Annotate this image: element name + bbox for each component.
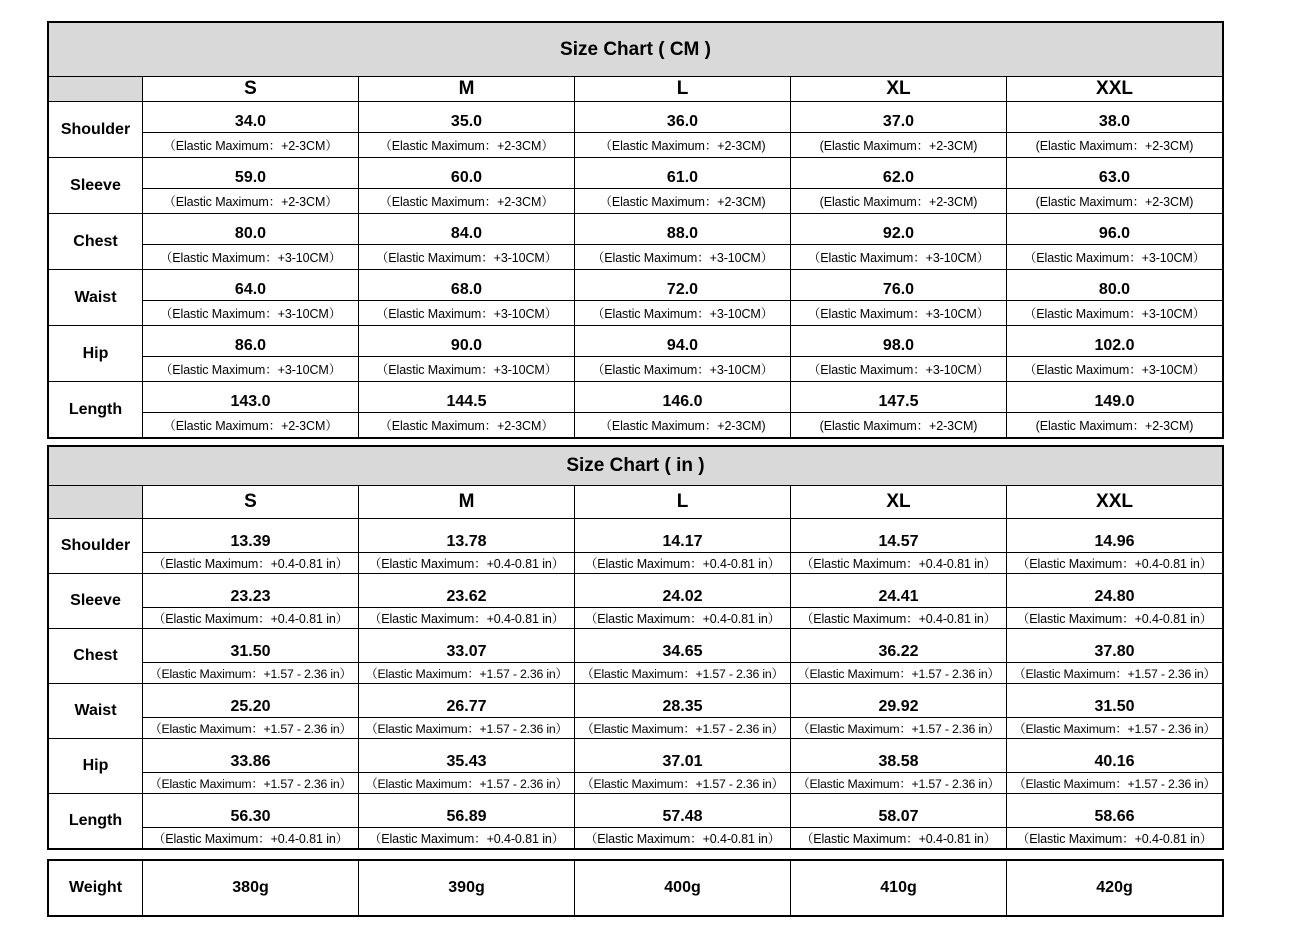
elastic-note: （Elastic Maximum：+0.4-0.81 in） <box>575 553 791 574</box>
measurement-value: 58.07 <box>791 794 1007 828</box>
measurement-value-row <box>49 739 1223 773</box>
elastic-note: （Elastic Maximum：+3-10CM） <box>143 301 359 326</box>
measurement-value-row <box>49 158 1223 189</box>
elastic-note: （Elastic Maximum：+0.4-0.81 in） <box>143 828 359 849</box>
elastic-note: （Elastic Maximum：+0.4-0.81 in） <box>1007 553 1223 574</box>
elastic-note: （Elastic Maximum：+3-10CM） <box>359 245 575 270</box>
weight-value: 390g <box>359 861 575 916</box>
elastic-note: （Elastic Maximum：+0.4-0.81 in） <box>1007 828 1223 849</box>
size-header: XXL <box>1007 486 1223 519</box>
measurement-value: 36.22 <box>791 629 1007 663</box>
measurement-value: 13.78 <box>359 519 575 553</box>
elastic-note-row <box>49 357 1223 382</box>
elastic-note: （Elastic Maximum：+0.4-0.81 in） <box>359 553 575 574</box>
measurement-value: 34.0 <box>143 102 359 133</box>
measurement-value-row <box>49 270 1223 301</box>
measurement-value: 58.66 <box>1007 794 1223 828</box>
weight-table <box>48 860 1223 916</box>
measurement-value: 88.0 <box>575 214 791 245</box>
elastic-note: (Elastic Maximum：+2-3CM) <box>1007 189 1223 214</box>
measurement-rows <box>49 519 1223 849</box>
measurement-value: 80.0 <box>143 214 359 245</box>
table-title: Size Chart ( in ) <box>49 447 1223 486</box>
elastic-note-row <box>49 773 1223 794</box>
elastic-note-row <box>49 553 1223 574</box>
measurement-value: 38.0 <box>1007 102 1223 133</box>
size-chart-inch-table <box>48 446 1223 849</box>
row-label: Weight <box>49 861 143 916</box>
elastic-note: （Elastic Maximum：+1.57 - 2.36 in） <box>143 773 359 794</box>
elastic-note: （Elastic Maximum：+2-3CM） <box>143 133 359 158</box>
measurement-value-row <box>49 574 1223 608</box>
elastic-note: （Elastic Maximum：+3-10CM） <box>359 357 575 382</box>
elastic-note: （Elastic Maximum：+1.57 - 2.36 in） <box>575 718 791 739</box>
elastic-note: （Elastic Maximum：+0.4-0.81 in） <box>359 828 575 849</box>
elastic-note: （Elastic Maximum：+3-10CM） <box>575 245 791 270</box>
elastic-note-row <box>49 718 1223 739</box>
elastic-note: （Elastic Maximum：+1.57 - 2.36 in） <box>359 718 575 739</box>
measurement-value: 37.01 <box>575 739 791 773</box>
measurement-value: 80.0 <box>1007 270 1223 301</box>
size-header: L <box>575 486 791 519</box>
elastic-note: （Elastic Maximum：+0.4-0.81 in） <box>143 553 359 574</box>
measurement-value: 143.0 <box>143 382 359 413</box>
header-corner-cell <box>49 77 143 102</box>
elastic-note-row <box>49 301 1223 326</box>
measurement-value: 59.0 <box>143 158 359 189</box>
elastic-note: (Elastic Maximum：+2-3CM) <box>1007 413 1223 438</box>
measurement-value-row <box>49 519 1223 553</box>
measurement-value: 40.16 <box>1007 739 1223 773</box>
measurement-value: 96.0 <box>1007 214 1223 245</box>
measurement-value: 14.96 <box>1007 519 1223 553</box>
measurement-value: 92.0 <box>791 214 1007 245</box>
elastic-note: （Elastic Maximum：+1.57 - 2.36 in） <box>143 663 359 684</box>
measurement-value: 23.23 <box>143 574 359 608</box>
elastic-note: （Elastic Maximum：+1.57 - 2.36 in） <box>1007 718 1223 739</box>
measurement-value: 14.57 <box>791 519 1007 553</box>
elastic-note: （Elastic Maximum：+3-10CM） <box>1007 357 1223 382</box>
measurement-value-row <box>49 102 1223 133</box>
size-header-row <box>49 77 1223 102</box>
row-label: Sleeve <box>49 158 143 214</box>
table-title: Size Chart ( CM ) <box>49 23 1223 77</box>
elastic-note: （Elastic Maximum：+3-10CM） <box>359 301 575 326</box>
measurement-value: 68.0 <box>359 270 575 301</box>
elastic-note: （Elastic Maximum：+0.4-0.81 in） <box>791 553 1007 574</box>
measurement-value: 56.30 <box>143 794 359 828</box>
elastic-note: （Elastic Maximum：+1.57 - 2.36 in） <box>1007 663 1223 684</box>
header-corner-cell <box>49 486 143 519</box>
row-label: Chest <box>49 629 143 684</box>
elastic-note: （Elastic Maximum：+0.4-0.81 in） <box>575 828 791 849</box>
measurement-value: 144.5 <box>359 382 575 413</box>
elastic-note: （Elastic Maximum：+3-10CM） <box>791 301 1007 326</box>
measurement-value: 35.0 <box>359 102 575 133</box>
elastic-note: （Elastic Maximum：+0.4-0.81 in） <box>143 608 359 629</box>
measurement-value: 60.0 <box>359 158 575 189</box>
row-label: Hip <box>49 326 143 382</box>
measurement-value: 13.39 <box>143 519 359 553</box>
elastic-note: （Elastic Maximum：+3-10CM） <box>791 357 1007 382</box>
measurement-value: 34.65 <box>575 629 791 663</box>
measurement-value: 72.0 <box>575 270 791 301</box>
elastic-note: （Elastic Maximum：+1.57 - 2.36 in） <box>791 773 1007 794</box>
row-label: Sleeve <box>49 574 143 629</box>
elastic-note-row <box>49 133 1223 158</box>
elastic-note: （Elastic Maximum：+0.4-0.81 in） <box>1007 608 1223 629</box>
elastic-note: (Elastic Maximum：+2-3CM) <box>791 133 1007 158</box>
elastic-note: （Elastic Maximum：+1.57 - 2.36 in） <box>791 663 1007 684</box>
elastic-note: （Elastic Maximum：+2-3CM） <box>359 133 575 158</box>
elastic-note: （Elastic Maximum：+2-3CM） <box>143 189 359 214</box>
measurement-value-row <box>49 794 1223 828</box>
elastic-note: （Elastic Maximum：+0.4-0.81 in） <box>359 608 575 629</box>
measurement-value: 25.20 <box>143 684 359 718</box>
elastic-note: （Elastic Maximum：+1.57 - 2.36 in） <box>359 773 575 794</box>
measurement-value: 146.0 <box>575 382 791 413</box>
row-label: Hip <box>49 739 143 794</box>
row-label: Chest <box>49 214 143 270</box>
measurement-value: 24.02 <box>575 574 791 608</box>
measurement-value: 63.0 <box>1007 158 1223 189</box>
elastic-note: （Elastic Maximum：+2-3CM) <box>575 189 791 214</box>
weight-value: 380g <box>143 861 359 916</box>
weight-value: 420g <box>1007 861 1223 916</box>
elastic-note: （Elastic Maximum：+2-3CM） <box>359 189 575 214</box>
elastic-note: (Elastic Maximum：+2-3CM) <box>791 189 1007 214</box>
measurement-value: 14.17 <box>575 519 791 553</box>
measurement-value: 31.50 <box>143 629 359 663</box>
elastic-note-row <box>49 245 1223 270</box>
weight-row <box>49 861 1223 916</box>
measurement-value: 57.48 <box>575 794 791 828</box>
size-header: XL <box>791 77 1007 102</box>
elastic-note-row <box>49 663 1223 684</box>
elastic-note: （Elastic Maximum：+3-10CM） <box>575 357 791 382</box>
measurement-value: 56.89 <box>359 794 575 828</box>
row-label: Waist <box>49 270 143 326</box>
elastic-note-row <box>49 608 1223 629</box>
measurement-value: 149.0 <box>1007 382 1223 413</box>
elastic-note: （Elastic Maximum：+3-10CM） <box>143 245 359 270</box>
row-label: Shoulder <box>49 102 143 158</box>
measurement-value-row <box>49 214 1223 245</box>
measurement-value: 61.0 <box>575 158 791 189</box>
elastic-note-row <box>49 413 1223 438</box>
measurement-value: 29.92 <box>791 684 1007 718</box>
elastic-note: （Elastic Maximum：+1.57 - 2.36 in） <box>575 663 791 684</box>
elastic-note: （Elastic Maximum：+0.4-0.81 in） <box>575 608 791 629</box>
measurement-value: 26.77 <box>359 684 575 718</box>
elastic-note: （Elastic Maximum：+3-10CM） <box>143 357 359 382</box>
elastic-note: （Elastic Maximum：+2-3CM) <box>575 413 791 438</box>
row-label: Waist <box>49 684 143 739</box>
measurement-value: 147.5 <box>791 382 1007 413</box>
measurement-value: 94.0 <box>575 326 791 357</box>
elastic-note: （Elastic Maximum：+0.4-0.81 in） <box>791 608 1007 629</box>
elastic-note: （Elastic Maximum：+3-10CM） <box>1007 301 1223 326</box>
measurement-value: 33.86 <box>143 739 359 773</box>
elastic-note: （Elastic Maximum：+1.57 - 2.36 in） <box>1007 773 1223 794</box>
measurement-value: 24.41 <box>791 574 1007 608</box>
measurement-rows <box>49 102 1223 438</box>
weight-value: 400g <box>575 861 791 916</box>
weight-value: 410g <box>791 861 1007 916</box>
measurement-value: 90.0 <box>359 326 575 357</box>
size-header: M <box>359 77 575 102</box>
elastic-note: （Elastic Maximum：+1.57 - 2.36 in） <box>143 718 359 739</box>
size-header: L <box>575 77 791 102</box>
measurement-value: 98.0 <box>791 326 1007 357</box>
measurement-value: 102.0 <box>1007 326 1223 357</box>
measurement-value-row <box>49 684 1223 718</box>
elastic-note: （Elastic Maximum：+1.57 - 2.36 in） <box>575 773 791 794</box>
measurement-value: 37.0 <box>791 102 1007 133</box>
measurement-value: 33.07 <box>359 629 575 663</box>
elastic-note: （Elastic Maximum：+2-3CM） <box>143 413 359 438</box>
elastic-note: （Elastic Maximum：+1.57 - 2.36 in） <box>359 663 575 684</box>
measurement-value: 35.43 <box>359 739 575 773</box>
elastic-note: （Elastic Maximum：+3-10CM） <box>791 245 1007 270</box>
elastic-note: (Elastic Maximum：+2-3CM) <box>791 413 1007 438</box>
size-header: S <box>143 77 359 102</box>
size-header: S <box>143 486 359 519</box>
measurement-value: 84.0 <box>359 214 575 245</box>
measurement-value: 24.80 <box>1007 574 1223 608</box>
size-header: M <box>359 486 575 519</box>
measurement-value: 64.0 <box>143 270 359 301</box>
elastic-note: （Elastic Maximum：+2-3CM） <box>359 413 575 438</box>
measurement-value: 36.0 <box>575 102 791 133</box>
elastic-note: （Elastic Maximum：+3-10CM） <box>1007 245 1223 270</box>
elastic-note-row <box>49 828 1223 849</box>
elastic-note: （Elastic Maximum：+0.4-0.81 in） <box>791 828 1007 849</box>
size-chart-cm-table <box>48 22 1223 438</box>
elastic-note: （Elastic Maximum：+3-10CM） <box>575 301 791 326</box>
measurement-value-row <box>49 326 1223 357</box>
elastic-note: （Elastic Maximum：+1.57 - 2.36 in） <box>791 718 1007 739</box>
elastic-note-row <box>49 189 1223 214</box>
elastic-note: (Elastic Maximum：+2-3CM) <box>1007 133 1223 158</box>
row-label: Length <box>49 794 143 849</box>
measurement-value: 28.35 <box>575 684 791 718</box>
measurement-value: 23.62 <box>359 574 575 608</box>
measurement-value: 31.50 <box>1007 684 1223 718</box>
row-label: Shoulder <box>49 519 143 574</box>
measurement-value: 62.0 <box>791 158 1007 189</box>
size-header: XXL <box>1007 77 1223 102</box>
measurement-value: 86.0 <box>143 326 359 357</box>
measurement-value: 76.0 <box>791 270 1007 301</box>
measurement-value-row <box>49 382 1223 413</box>
measurement-value-row <box>49 629 1223 663</box>
size-header-row <box>49 486 1223 519</box>
measurement-value: 38.58 <box>791 739 1007 773</box>
elastic-note: （Elastic Maximum：+2-3CM) <box>575 133 791 158</box>
size-header: XL <box>791 486 1007 519</box>
measurement-value: 37.80 <box>1007 629 1223 663</box>
row-label: Length <box>49 382 143 438</box>
